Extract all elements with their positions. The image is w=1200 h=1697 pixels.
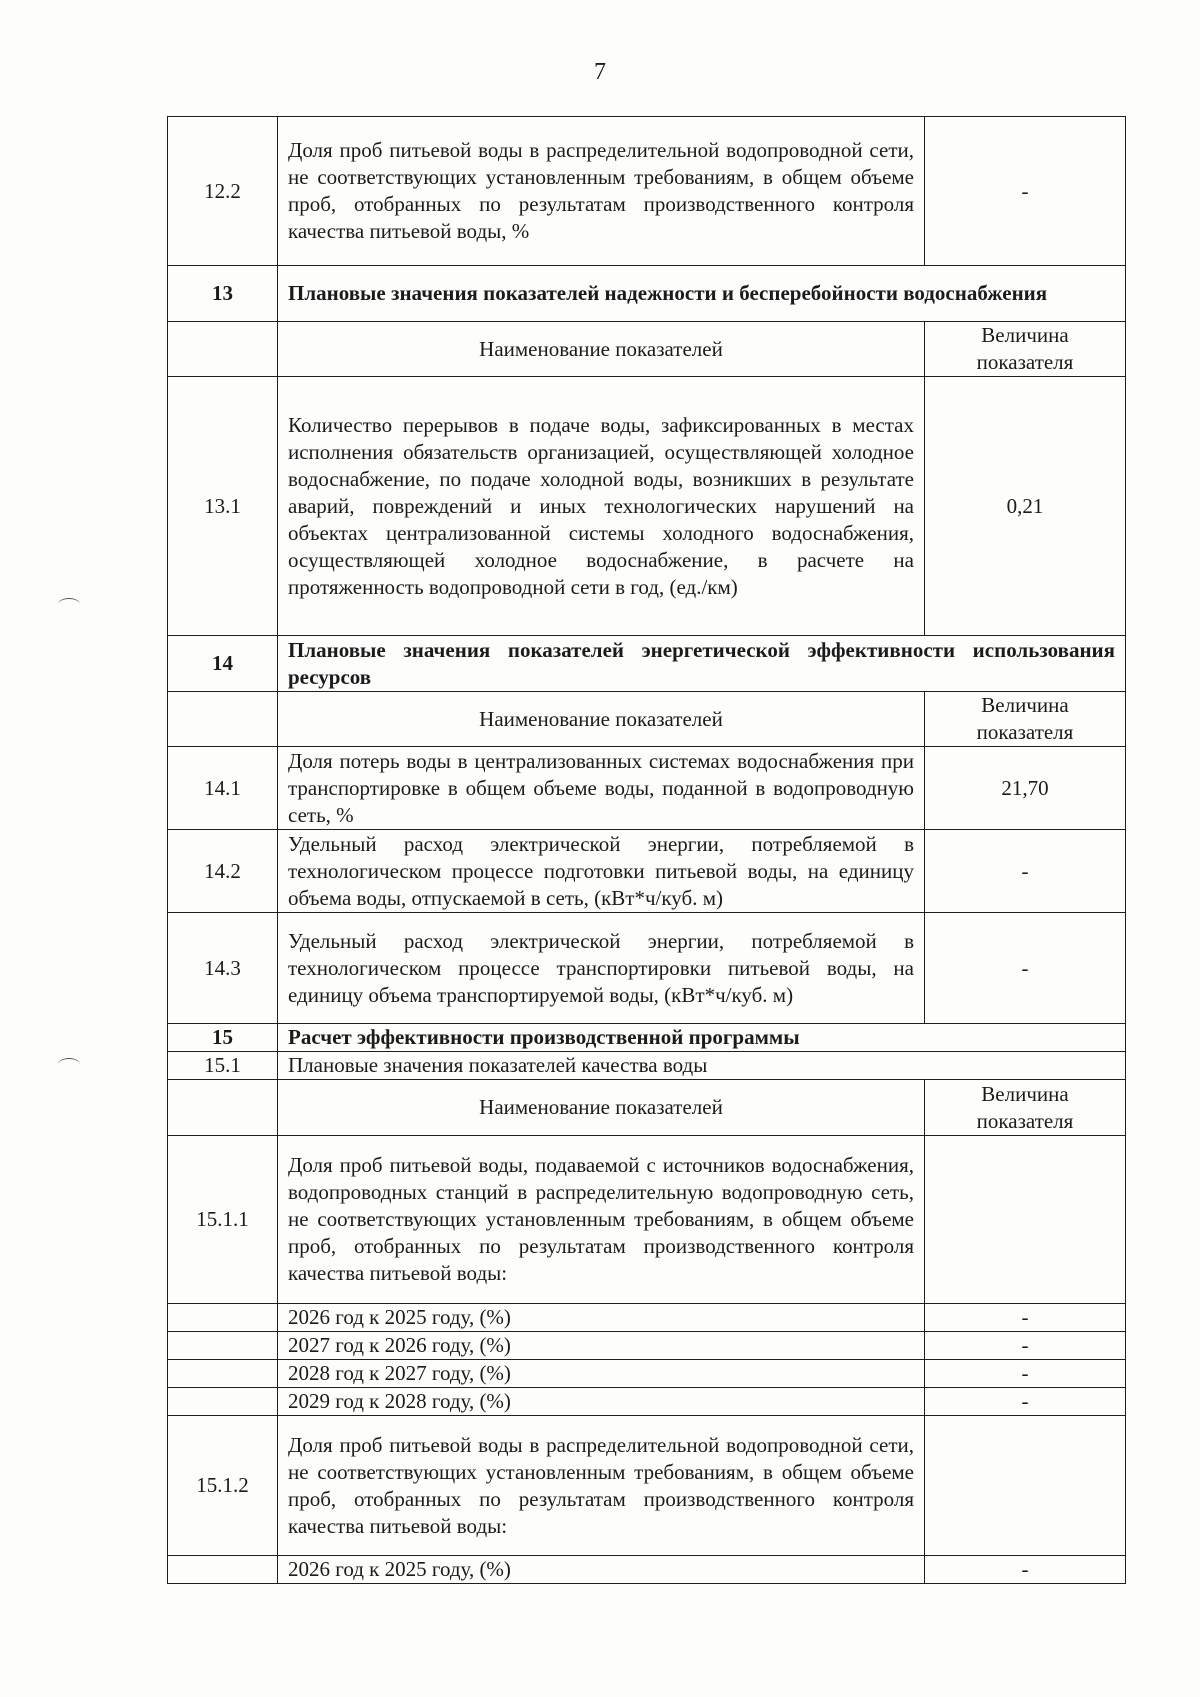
row-number: 13.1 (168, 377, 278, 636)
year-label: 2026 год к 2025 году, (%) (278, 1556, 925, 1584)
table-row-14-1 (168, 747, 1126, 830)
section-row-13 (168, 266, 1126, 322)
column-header-value: Величина показателя (925, 322, 1126, 377)
indicator-name: Доля проб питьевой воды в распределительной водопроводной сети, не соответствующих установленным требованиям, в общем объеме проб, отобранных по результатам производственного контроля качества питьевой воды: (278, 1416, 925, 1556)
indicator-name: Доля потерь воды в централизованных системах водоснабжения при транспортировке в общем объеме воды, поданной в водопроводную сеть, % (278, 747, 925, 830)
section-row-15 (168, 1024, 1126, 1052)
row-number: 12.2 (168, 117, 278, 266)
section-title: Плановые значения показателей энергетической эффективности использования ресурсов (278, 636, 1126, 692)
indicator-value (925, 1136, 1126, 1304)
page-number: 7 (594, 59, 606, 85)
table-row-15-1-1 (168, 1136, 1126, 1304)
empty-cell (168, 692, 278, 747)
year-label: 2026 год к 2025 году, (%) (278, 1304, 925, 1332)
section-number: 13 (168, 266, 278, 322)
indicator-name: Количество перерывов в подаче воды, зафиксированных в местах исполнения обязательств организацией, осуществляющей холодное водоснабжение, по подаче холодной воды, возникших в результате аварий, повреждений и иных технологических нарушений на объектах централизованной системы холодного водоснабжения, осуществляющей холодное водоснабжение, в расчете на протяженность водопроводной сети в год, (ед./км) (278, 377, 925, 636)
indicator-value: - (925, 830, 1126, 913)
year-row (168, 1388, 1126, 1416)
year-row (168, 1304, 1126, 1332)
year-value: - (925, 1360, 1126, 1388)
margin-mark (58, 1058, 80, 1071)
table-row-15-1-2 (168, 1416, 1126, 1556)
year-row (168, 1360, 1126, 1388)
year-value: - (925, 1332, 1126, 1360)
column-header-name: Наименование показателей (278, 322, 925, 377)
year-value: - (925, 1304, 1126, 1332)
row-number: 14.2 (168, 830, 278, 913)
table-row-14-3 (168, 913, 1126, 1024)
year-row (168, 1332, 1126, 1360)
empty-cell (168, 1360, 278, 1388)
indicator-value: - (925, 117, 1126, 266)
empty-cell (168, 1304, 278, 1332)
header-row-14 (168, 692, 1126, 747)
empty-cell (168, 1332, 278, 1360)
subsection-title: Плановые значения показателей качества воды (278, 1052, 1126, 1080)
year-value: - (925, 1388, 1126, 1416)
indicator-value (925, 1416, 1126, 1556)
column-header-value: Величина показателя (925, 1080, 1126, 1136)
section-number: 14 (168, 636, 278, 692)
indicator-value: 0,21 (925, 377, 1126, 636)
year-label: 2029 год к 2028 году, (%) (278, 1388, 925, 1416)
column-header-value: Величина показателя (925, 692, 1126, 747)
indicators-table (167, 116, 1126, 1584)
row-number: 14.3 (168, 913, 278, 1024)
row-number: 15.1 (168, 1052, 278, 1080)
indicator-value: - (925, 913, 1126, 1024)
header-row-15 (168, 1080, 1126, 1136)
indicator-name: Удельный расход электрической энергии, потребляемой в технологическом процессе подготовки питьевой воды, на единицу объема воды, отпускаемой в сеть, (кВт*ч/куб. м) (278, 830, 925, 913)
margin-mark (58, 598, 80, 611)
year-row (168, 1556, 1126, 1584)
table-row-12-2 (168, 117, 1126, 266)
row-number: 15.1.2 (168, 1416, 278, 1556)
year-label: 2028 год к 2027 году, (%) (278, 1360, 925, 1388)
section-number: 15 (168, 1024, 278, 1052)
indicator-name: Доля проб питьевой воды, подаваемой с источников водоснабжения, водопроводных станций в распределительную водопроводную сеть, не соответствующих установленным требованиям, в общем объеме проб, отобранных по результатам производственного контроля качества питьевой воды: (278, 1136, 925, 1304)
section-row-14 (168, 636, 1126, 692)
year-value: - (925, 1556, 1126, 1584)
empty-cell (168, 322, 278, 377)
row-number: 15.1.1 (168, 1136, 278, 1304)
table-row-13-1 (168, 377, 1126, 636)
column-header-name: Наименование показателей (278, 692, 925, 747)
header-row-13 (168, 322, 1126, 377)
empty-cell (168, 1556, 278, 1584)
row-number: 14.1 (168, 747, 278, 830)
section-title: Плановые значения показателей надежности и бесперебойности водоснабжения (278, 266, 1126, 322)
year-label: 2027 год к 2026 году, (%) (278, 1332, 925, 1360)
section-title: Расчет эффективности производственной программы (278, 1024, 1126, 1052)
table-row-15-1 (168, 1052, 1126, 1080)
empty-cell (168, 1080, 278, 1136)
indicator-name: Доля проб питьевой воды в распределительной водопроводной сети, не соответствующих установленным требованиям, в общем объеме проб, отобранных по результатам производственного контроля качества питьевой воды, % (278, 117, 925, 266)
indicator-name: Удельный расход электрической энергии, потребляемой в технологическом процессе транспортировки питьевой воды, на единицу объема транспортируемой воды, (кВт*ч/куб. м) (278, 913, 925, 1024)
indicator-value: 21,70 (925, 747, 1126, 830)
column-header-name: Наименование показателей (278, 1080, 925, 1136)
empty-cell (168, 1388, 278, 1416)
table-row-14-2 (168, 830, 1126, 913)
